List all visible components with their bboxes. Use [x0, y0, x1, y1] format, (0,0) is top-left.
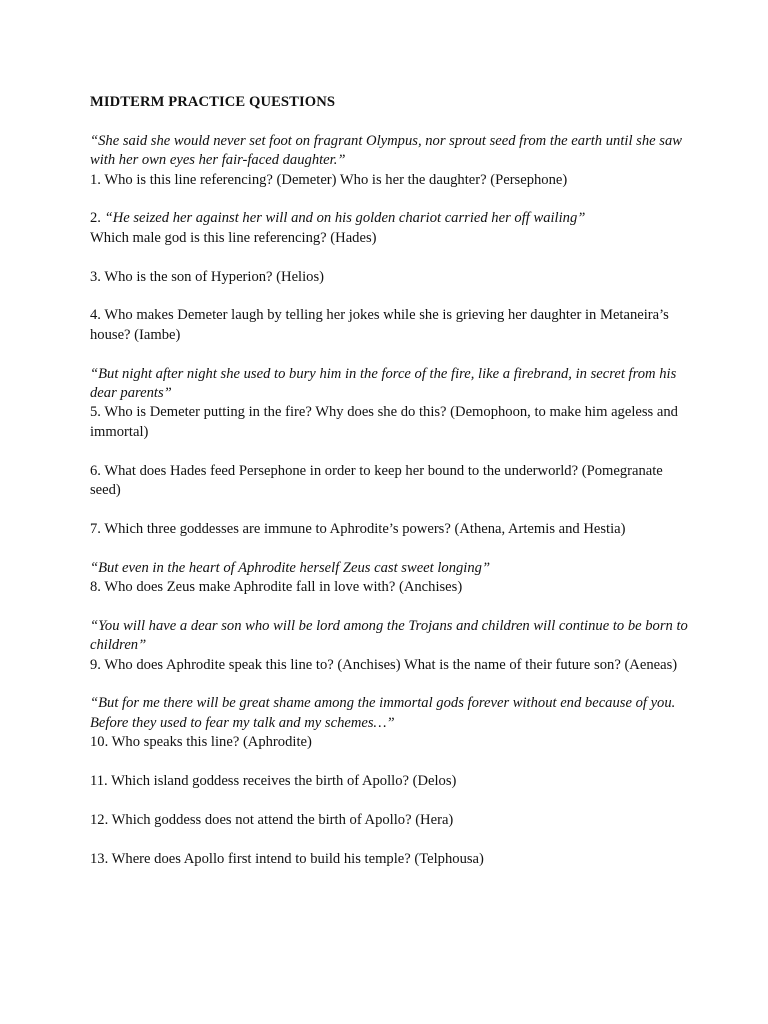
question-text: 4. Who makes Demeter laugh by telling her jokes while she is grieving her daughter in Metaneira’s house? (Iambe) — [90, 307, 669, 343]
question-text: Which male god is this line referencing? (Hades) — [90, 229, 377, 246]
question-text: 8. Who does Zeus make Aphrodite fall in love with? (Anchises) — [90, 579, 463, 596]
quote-text: “She said she would never set foot on fragrant Olympus, nor sprout seed from the earth until she saw with her own eyes her fair-faced daughter.” — [90, 132, 682, 169]
document-page — [90, 93, 690, 888]
quote-text: “But even in the heart of Aphrodite herself Zeus cast sweet longing” — [90, 559, 491, 576]
question-block-9 — [90, 617, 690, 675]
question-block-10 — [90, 694, 690, 752]
question-text: 12. Which goddess does not attend the birth of Apollo? (Hera) — [90, 811, 454, 828]
question-text: 11. Which island goddess receives the birth of Apollo? (Delos) — [90, 773, 457, 790]
question-text: 13. Where does Apollo first intend to build his temple? (Telphousa) — [90, 850, 484, 867]
question-number: 2. — [90, 210, 105, 227]
question-block-12 — [90, 811, 690, 830]
question-text: 5. Who is Demeter putting in the fire? Why does she do this? (Demophoon, to make him ageless and immortal) — [90, 404, 678, 440]
question-block-7 — [90, 520, 690, 539]
page-title: MIDTERM PRACTICE QUESTIONS — [90, 94, 336, 110]
quote-text: “You will have a dear son who will be lord among the Trojans and children will continue to be born to children” — [90, 617, 688, 654]
question-text: 9. Who does Aphrodite speak this line to? (Anchises) What is the name of their future son? (Aeneas) — [90, 656, 678, 673]
quote-text: “But for me there will be great shame among the immortal gods forever without end because of you. Before they used to fear my talk and my schemes…” — [90, 695, 676, 731]
question-text: 1. Who is this line referencing? (Demeter) Who is her the daughter? (Persephone) — [90, 171, 568, 188]
question-block-13 — [90, 850, 690, 869]
question-block-8 — [90, 559, 690, 598]
quote-text: “He seized her against her will and on his golden chariot carried her off wailing” — [104, 210, 586, 227]
question-block-11 — [90, 772, 690, 791]
question-text: 10. Who speaks this line? (Aphrodite) — [90, 734, 312, 751]
question-block-1 — [90, 132, 690, 190]
quote-text: “But night after night she used to bury him in the force of the fire, like a firebrand, in secret from his dear parents” — [90, 365, 677, 402]
question-text: 7. Which three goddesses are immune to Aphrodite’s powers? (Athena, Artemis and Hestia) — [90, 520, 626, 537]
quote-line — [90, 209, 690, 228]
question-block-3 — [90, 268, 690, 287]
question-text: 6. What does Hades feed Persephone in order to keep her bound to the underworld? (Pomegranate seed) — [90, 462, 663, 499]
question-block-2 — [90, 209, 690, 248]
question-block-5 — [90, 365, 690, 443]
question-text: 3. Who is the son of Hyperion? (Helios) — [90, 268, 324, 285]
question-block-4 — [90, 306, 690, 345]
question-block-6 — [90, 462, 690, 501]
